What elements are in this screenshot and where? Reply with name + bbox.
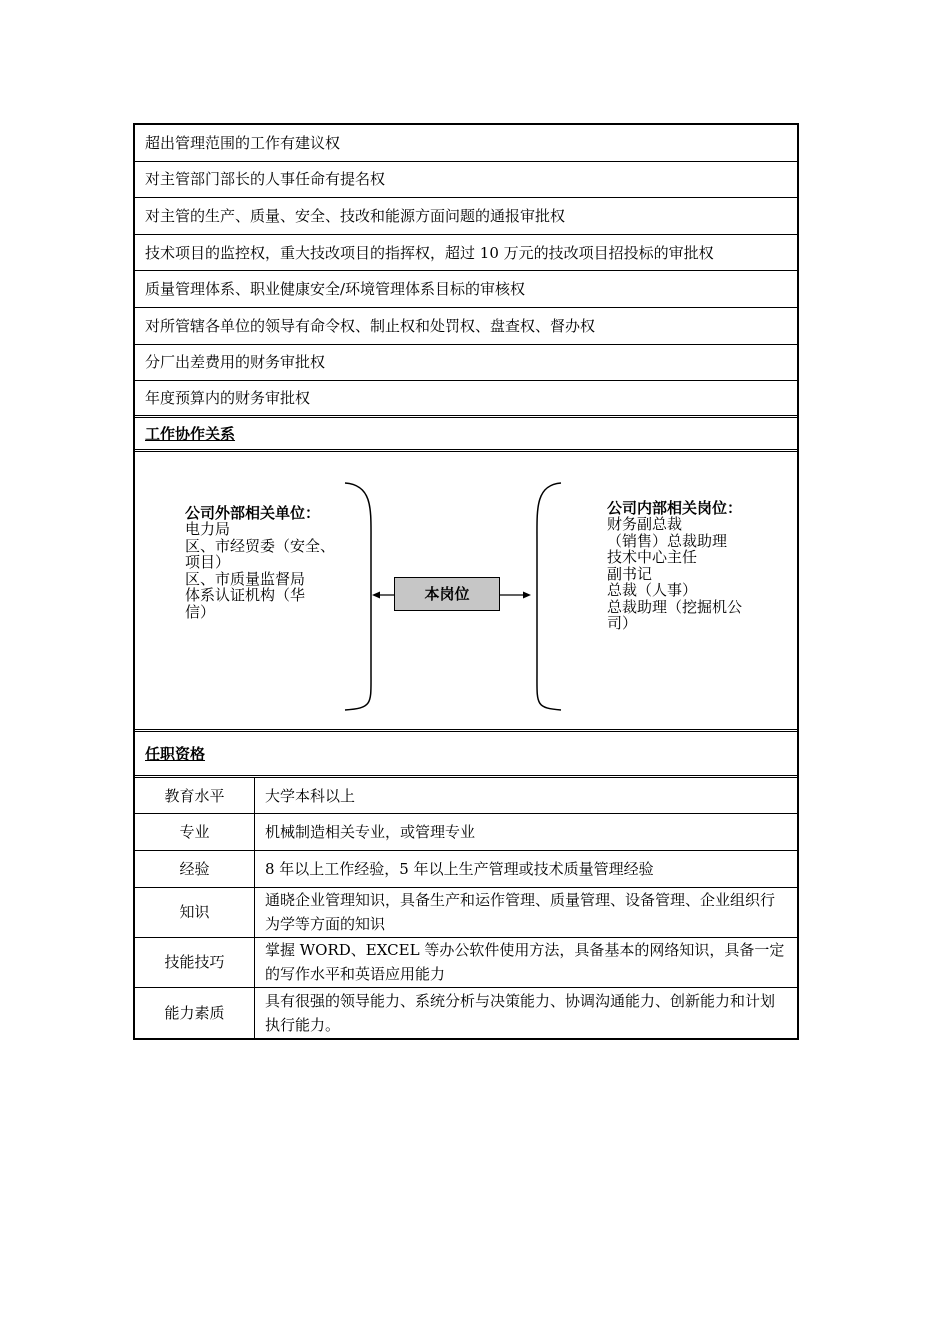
qualification-row <box>135 988 797 1038</box>
right-text: 技术项目的监控权，重大技改项目的指挥权，超过 10 万元的技改项目招投标的审批权 <box>145 243 714 262</box>
qualification-value: 8 年以上工作经验，5 年以上生产管理或技术质量管理经验 <box>265 859 654 878</box>
right-row <box>135 381 797 418</box>
qualification-label: 能力素质 <box>135 988 255 1038</box>
qualification-label: 教育水平 <box>135 778 255 814</box>
internal-line: 司） <box>607 614 638 633</box>
internal-line: 财务副总裁 <box>607 515 683 534</box>
right-brace <box>345 483 371 710</box>
right-row <box>135 198 797 235</box>
left-brace <box>537 483 561 710</box>
right-text: 对主管部门部长的人事任命有提名权 <box>145 170 386 189</box>
internal-positions <box>607 500 783 632</box>
qualification-label: 专业 <box>135 814 255 850</box>
qualification-value: 大学本科以上 <box>265 786 356 805</box>
qualification-value: 掌握 WORD、EXCEL 等办公软件使用方法，具备基本的网络知识，具备一定的写作水平和英语应用能力 <box>265 941 785 984</box>
external-line: 区、市质量监督局 <box>185 569 306 588</box>
right-text: 分厂出差费用的财务审批权 <box>145 353 326 372</box>
qualification-row <box>135 938 797 988</box>
this-position-box: 本岗位 <box>394 577 500 611</box>
internal-line: 总裁（人事） <box>607 581 698 600</box>
qualification-row <box>135 814 797 851</box>
qualification-label: 知识 <box>135 888 255 937</box>
internal-line: （销售）总裁助理 <box>607 531 728 550</box>
right-arrowhead-icon <box>523 591 531 598</box>
right-row <box>135 345 797 382</box>
internal-line: 副书记 <box>607 564 653 583</box>
internal-line: 技术中心主任 <box>607 548 698 567</box>
qualification-row <box>135 888 797 938</box>
external-units <box>185 505 345 621</box>
right-row <box>135 235 797 272</box>
qualification-value: 具有很强的领导能力、系统分析与决策能力、协调沟通能力、创新能力和计划执行能力。 <box>265 991 776 1034</box>
job-description-table <box>133 123 799 1040</box>
external-line: 区、市经贸委（安全、 <box>185 536 336 555</box>
qualification-value: 机械制造相关专业，或管理专业 <box>265 823 476 842</box>
right-row <box>135 125 797 162</box>
right-text: 质量管理体系、职业健康安全/环境管理体系目标的审核权 <box>145 280 526 299</box>
qualification-row <box>135 778 797 815</box>
qualification-label: 技能技巧 <box>135 938 255 987</box>
qualification-label: 经验 <box>135 851 255 887</box>
external-line: 项目） <box>185 553 231 572</box>
left-arrowhead-icon <box>372 591 380 598</box>
external-title: 公司外部相关单位： <box>185 503 321 522</box>
right-row <box>135 308 797 345</box>
qualifications-section-title: 任职资格 <box>135 732 797 778</box>
internal-title: 公司内部相关岗位： <box>607 498 743 517</box>
internal-line: 总裁助理（挖掘机公 <box>607 597 743 616</box>
cooperation-section-title: 工作协作关系 <box>135 418 797 452</box>
qualification-row <box>135 851 797 888</box>
qualification-value: 通晓企业管理知识，具备生产和运作管理、质量管理、设备管理、企业组织行为学等方面的知识 <box>265 891 776 934</box>
cooperation-diagram <box>135 452 797 732</box>
right-text: 年度预算内的财务审批权 <box>145 388 311 407</box>
external-line: 体系认证机构（华 <box>185 586 306 605</box>
right-row <box>135 271 797 308</box>
external-line: 电力局 <box>185 520 231 539</box>
right-text: 对主管的生产、质量、安全、技改和能源方面问题的通报审批权 <box>145 206 566 225</box>
right-text: 对所管辖各单位的领导有命令权、制止权和处罚权、盘查权、督办权 <box>145 316 596 335</box>
right-row <box>135 162 797 199</box>
external-line: 信） <box>185 602 216 621</box>
right-text: 超出管理范围的工作有建议权 <box>145 133 341 152</box>
